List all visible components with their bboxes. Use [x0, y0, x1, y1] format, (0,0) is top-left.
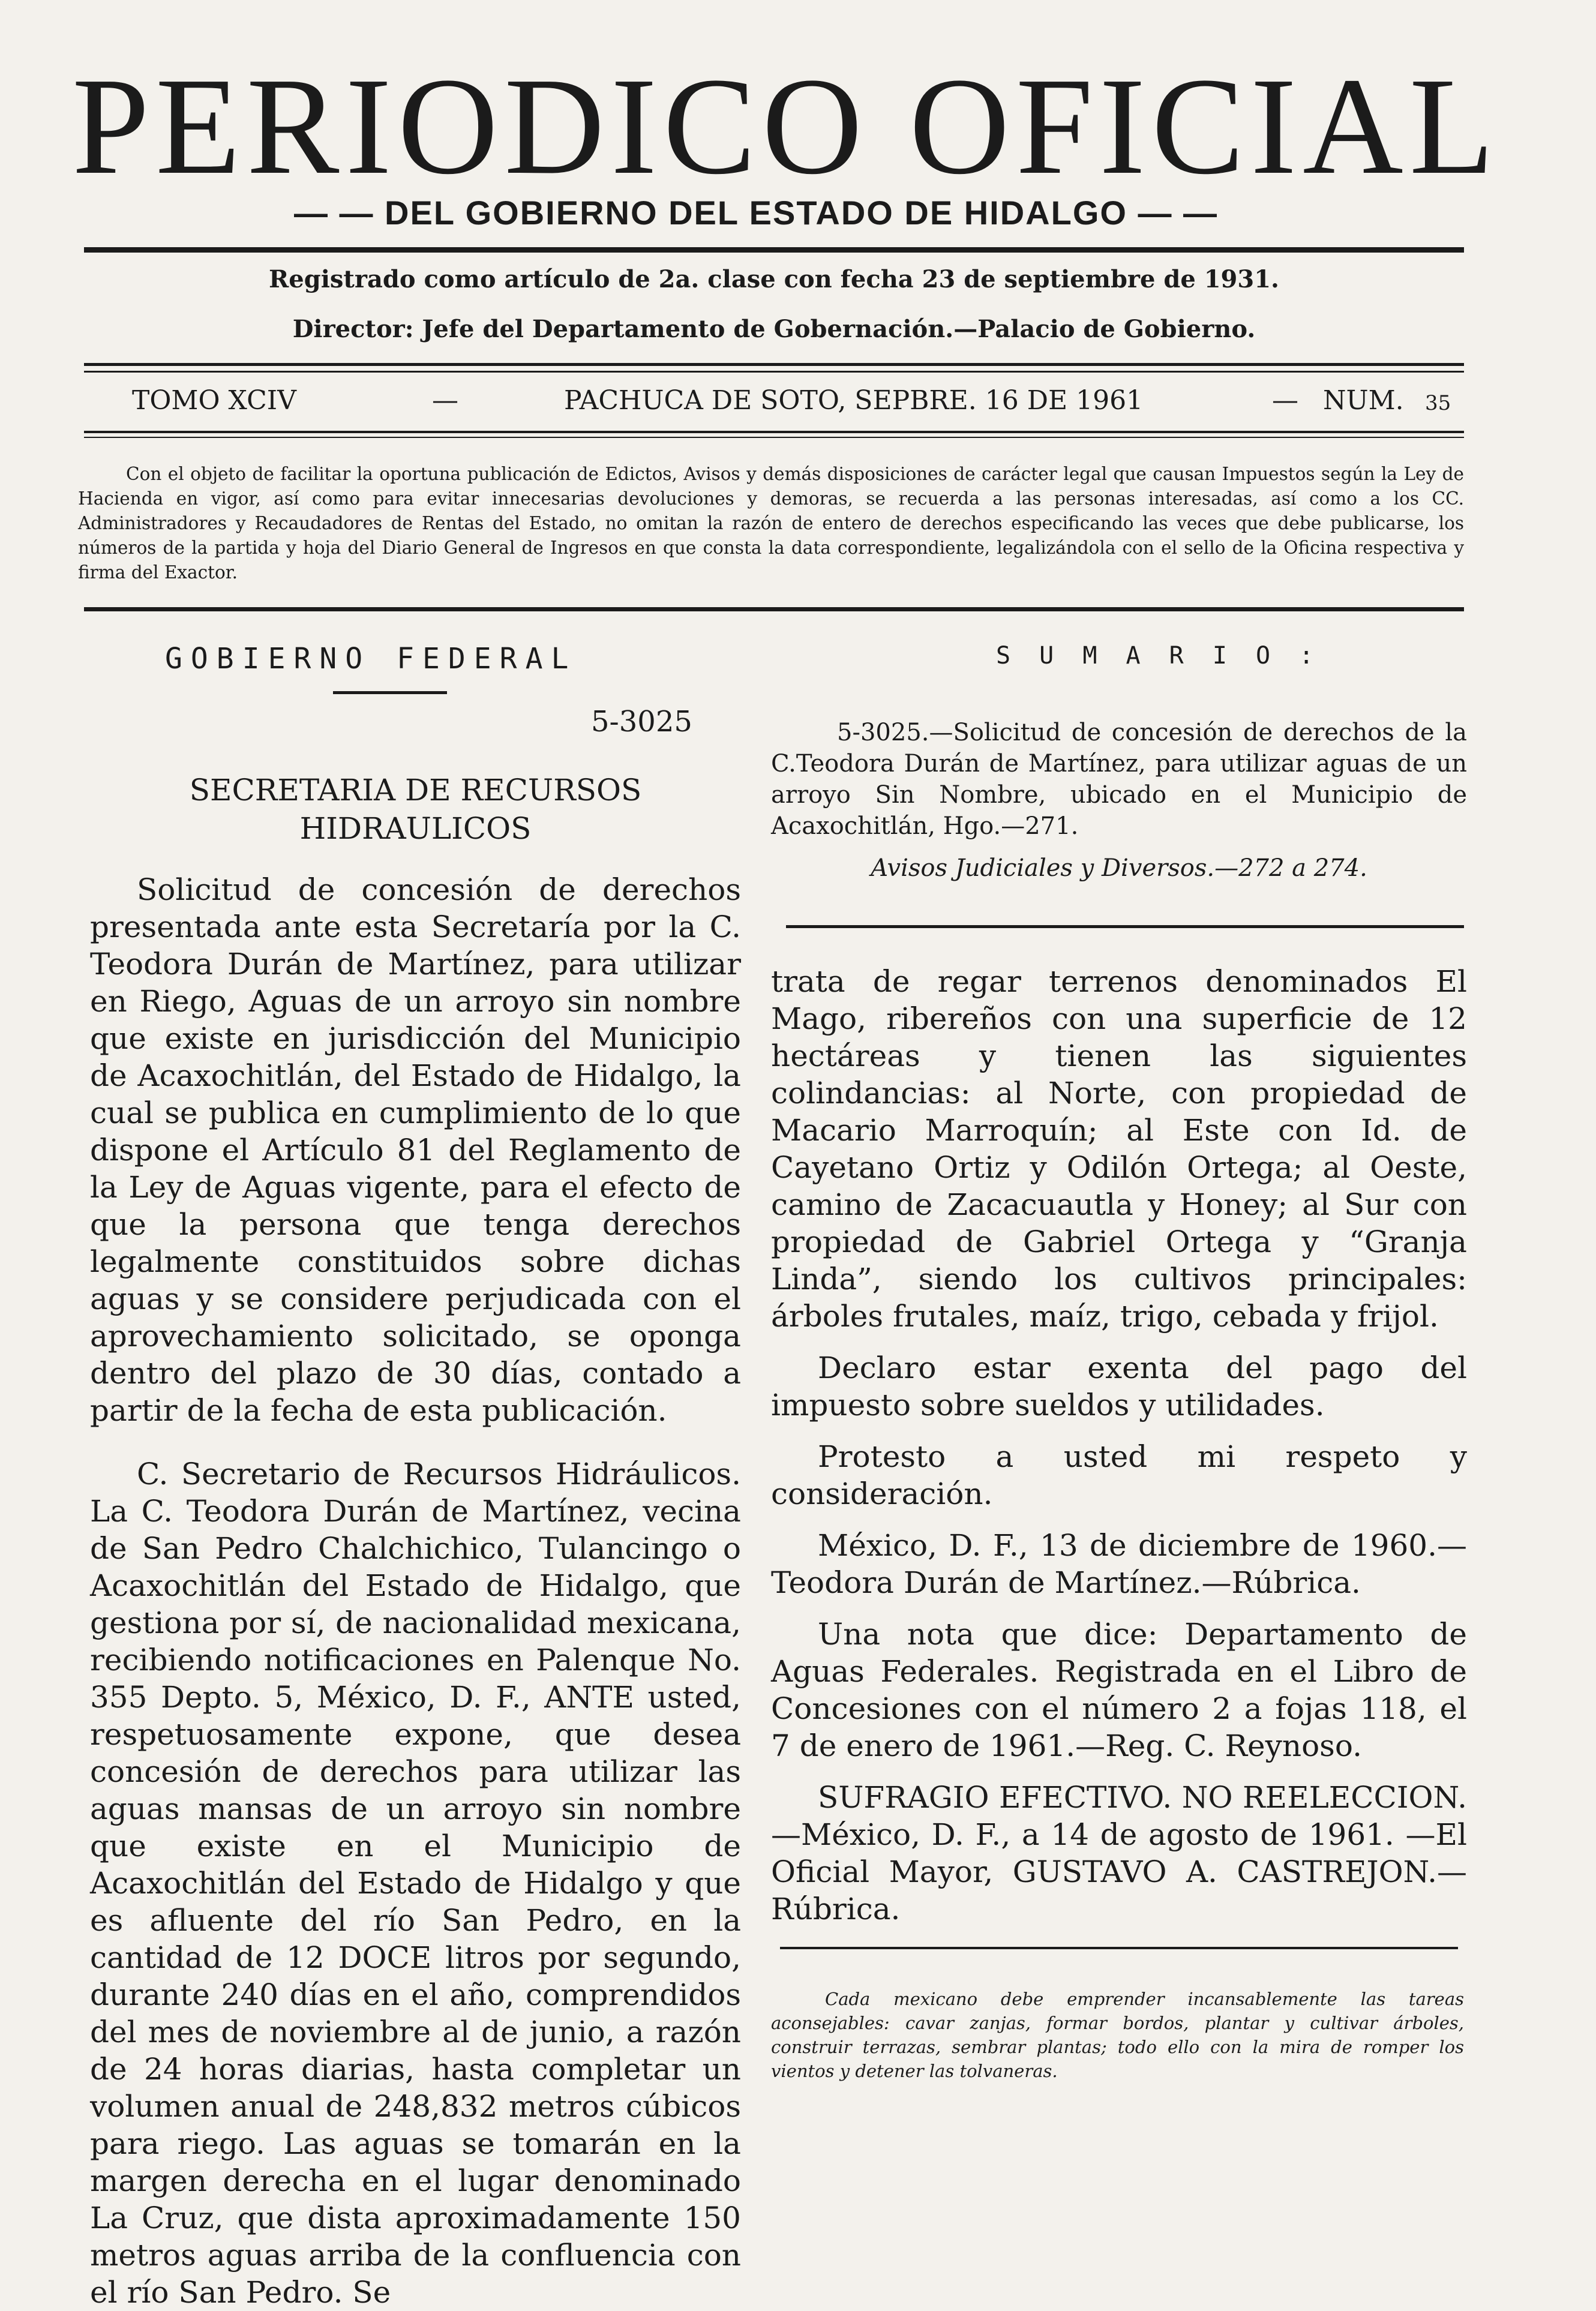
masthead-rule [84, 247, 1464, 253]
right-column-body [771, 963, 1467, 1928]
issue-number: 35 [1425, 391, 1451, 415]
ministry-heading [90, 771, 741, 848]
right-paragraph-6: SUFRAGIO EFECTIVO. NO REELECCION.—México, D. F., a 14 de agosto de 1961. —El Oficial Mayor, GUSTAVO A. CASTREJON.—Rúbrica. [771, 1780, 1467, 1926]
issue-tomo: TOMO XCIV [132, 385, 296, 416]
issue-rule-top [84, 363, 1464, 366]
issue-rule-bottom [84, 431, 1464, 433]
registration-line: Registrado como artículo de 2a. clase con fecha 23 de septiembre de 1931. [269, 265, 1279, 293]
footer-note-rule [780, 1947, 1458, 1949]
issue-number-label: NUM. [1323, 385, 1404, 416]
sumario-item: 5-3025.—Solicitud de concesión de derechos de la C.Teodora Durán de Martínez, para utilizar aguas de un arroyo Sin Nombre, ubicado en el Municipio de Acaxochitlán, Hgo.—271. [771, 719, 1467, 840]
footer-note [771, 1987, 1464, 2083]
sumario-title: S U M A R I O : [996, 642, 1321, 670]
sumario-avisos: Avisos Judiciales y Diversos.—272 a 274. [871, 854, 1367, 882]
right-paragraph-4: México, D. F., 13 de diciembre de 1960.— Teodora Durán de Martínez.—Rúbrica. [771, 1528, 1467, 1600]
reference-number: 5-3025 [591, 705, 692, 739]
ministry-heading-line-1: SECRETARIA DE RECURSOS [189, 773, 642, 808]
left-paragraph-1: Solicitud de concesión de derechos presentada ante esta Secretaría por la C. Teodora Durán de Martínez, para utilizar en Riego, Aguas de un arroyo sin nombre que existe en jurisdicción del Municipio de Acaxochitlán, del Estado de Hidalgo, la cual se publica en cumplimiento de lo que dispone el Artículo 81 del Reglamento de la Ley de Aguas vigente, para el efecto de que la persona que tenga derechos legalmente constituidos sobre dichas aguas y se considere perjudicada con el aprovechamiento solicitado, se oponga dentro del plazo de 30 días, contado a partir de la fecha de esta publicación. [90, 872, 741, 1428]
right-paragraph-3: Protesto a usted mi respeto y consideración. [771, 1439, 1467, 1511]
issue-dash-2: — [1272, 385, 1298, 416]
masthead-title: PERIODICO OFICIAL [72, 49, 1501, 203]
ministry-heading-line-2: HIDRAULICOS [299, 811, 532, 846]
publication-notice: Con el objeto de facilitar la oportuna publicación de Edictos, Avisos y demás disposiciones de carácter legal que causan Impuestos según la Ley de Hacienda en vigor, así como para evitar innecesarias devoluciones y demoras, se recuerda a las personas interesadas, así como a los CC. Administradores y Recaudadores de Rentas del Estado, no omitan la razón de entero de derechos especificando las veces que debe publicarse, los números de la partida y hoja del Diario General de Ingresos en que consta la data correspondiente, legalizándola con el sello de la Oficina respectiva y firma del Exactor. [78, 464, 1464, 583]
section-underline [333, 691, 447, 694]
notice-rule [84, 607, 1464, 611]
issue-dash-1: — [432, 385, 458, 416]
left-paragraph-2: C. Secretario de Recursos Hidráulicos. La C. Teodora Durán de Martínez, vecina de San Pedro Chalchichico, Tulancingo o Acaxochitlán del Estado de Hidalgo, que gestiona por sí, de nacionalidad mexicana, recibiendo notificaciones en Palenque No. 355 Depto. 5, México, D. F., ANTE usted, respetuosamente expone, que desea concesión de derechos para utilizar las aguas mansas de un arroyo sin nombre que existe en el Municipio de Acaxochitlán del Estado de Hidalgo y que es afluente del río San Pedro, en la cantidad de 12 DOCE litros por segundo, durante 240 días en el año, comprendidos del mes de noviembre al de junio, a razón de 24 horas diarias, hasta completar un volumen anual de 248,832 metros cúbicos para riego. Las aguas se tomarán en la margen derecha en el lugar denominado La Cruz, que dista aproximadamente 150 metros aguas arriba de la confluencia con el río San Pedro. Se [90, 1457, 741, 2310]
sumario-rule [786, 925, 1464, 928]
issue-rule-bottom-2 [84, 437, 1464, 438]
issue-place-date: PACHUCA DE SOTO, SEPBRE. 16 DE 1961 [564, 385, 1144, 416]
footer-note-text: Cada mexicano debe emprender incansablemente las tareas aconsejables: cavar zanjas, formar bordos, plantar y cultivar árboles, construir terrazas, sembrar plantas; todo ello con la mira de romper los vientos y detener las tolvaneras. [771, 1989, 1464, 2081]
masthead-subtitle: — — DEL GOBIERNO DEL ESTADO DE HIDALGO — — [293, 194, 1219, 232]
right-paragraph-5: Una nota que dice: Departamento de Aguas Federales. Registrada en el Libro de Concesiones con el número 2 a fojas 118, el 7 de enero de 1961.—Reg. C. Reynoso. [771, 1617, 1467, 1763]
sumario-entry [771, 717, 1467, 884]
issue-rule-top-2 [84, 371, 1464, 373]
section-gobierno-federal: GOBIERNO FEDERAL [165, 642, 577, 676]
right-paragraph-1: trata de regar terrenos denominados El Mago, ribereños con una superficie de 12 hectáreas y tienen las siguientes colindancias: al Norte, con propiedad de Macario Marroquín; al Este con Id. de Cayetano Ortiz y Odilón Ortega; al Oeste, camino de Zacacuautla y Honey; al Sur con propiedad de Gabriel Ortega y “Granja Linda”, siendo los cultivos principales: árboles frutales, maíz, trigo, cebada y frijol. [771, 964, 1467, 1334]
right-paragraph-2: Declaro estar exenta del pago del impuesto sobre sueldos y utilidades. [771, 1350, 1467, 1422]
director-line: Director: Jefe del Departamento de Gobernación.—Palacio de Gobierno. [292, 315, 1256, 343]
left-column-body [90, 871, 741, 2311]
